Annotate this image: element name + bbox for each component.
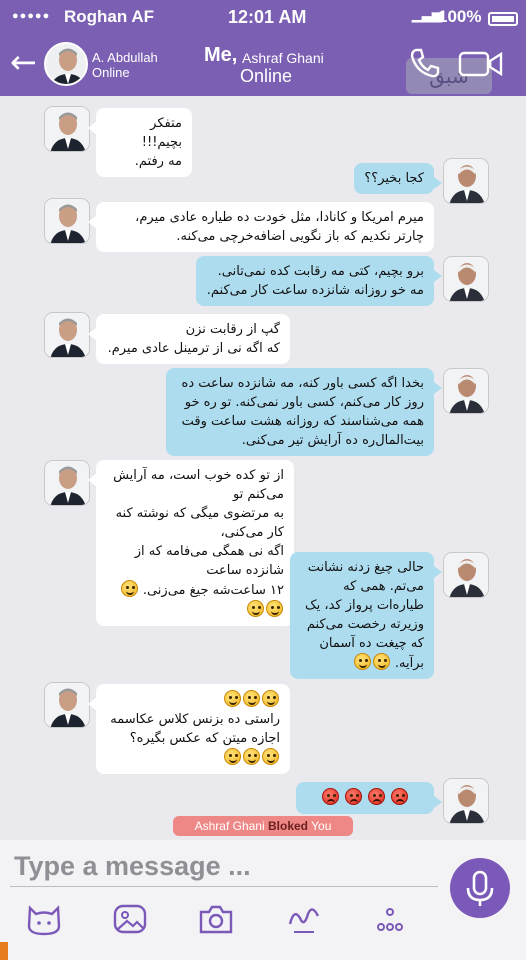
battery-icon (488, 12, 518, 26)
sticker-icon[interactable] (24, 900, 64, 938)
message-line: راستی ده بزنس کلاس عکاسمه (110, 712, 280, 727)
angry-emoji-icon (322, 788, 339, 805)
input-underline (10, 886, 438, 887)
my-avatar (443, 368, 489, 414)
emoji-icon (266, 600, 283, 617)
sender-avatar (44, 460, 90, 506)
sender-avatar (44, 312, 90, 358)
message-bubble (96, 460, 294, 626)
message-line: برآیه. (394, 656, 424, 671)
mic-button[interactable] (450, 858, 510, 918)
message-bubble (96, 108, 192, 177)
sender-avatar (44, 106, 90, 152)
contact-name: A. Abdullah (92, 50, 158, 65)
message-line: از تو کده خوب است، مه آرایش می‌کنم تو (113, 468, 284, 502)
emoji-icon (262, 690, 279, 707)
call-icon[interactable] (408, 46, 442, 80)
message-line: متفکر بچیم!!! (141, 116, 182, 150)
message-bubble (196, 256, 434, 306)
emoji-icon (243, 690, 260, 707)
message-line: که چیغت ده آسمان (319, 636, 424, 651)
video-call-icon[interactable] (458, 50, 504, 78)
signal-bars-icon: ▁▃▅ (412, 7, 442, 22)
message-line: میرم امریکا و کانادا، مثل خودت ده طیاره عادی میرم، (135, 210, 424, 225)
message-line: برو بچیم، کتی مه رقابت کده نمی‌تانی. (217, 264, 424, 279)
my-avatar (443, 552, 489, 598)
message-line: ۱۲ ساعت‌شه جیغ می‌زنی. (142, 583, 284, 598)
emoji-icon (354, 653, 371, 670)
blocked-notice (173, 816, 353, 836)
gallery-icon[interactable] (110, 900, 150, 938)
message-line: همه می‌شناسند که روزانه هشت ساعت وقت (181, 414, 424, 429)
contact-avatar[interactable] (44, 42, 88, 86)
emoji-icon (224, 690, 241, 707)
emoji-icon (243, 748, 260, 765)
chat-title-prefix: Me, (204, 44, 238, 66)
message-line: اجازه میتن که عکس بگیره؟ (129, 731, 280, 746)
more-icon[interactable] (370, 900, 410, 938)
message-line: بیت‌المال‌ره ده آرایش تیر می‌کنی. (241, 433, 424, 448)
emoji-icon (121, 580, 138, 597)
carrier-name: Roghan AF (64, 7, 155, 26)
back-arrow-icon[interactable]: ← (10, 43, 37, 81)
watermark-logo: شبق (406, 58, 492, 94)
my-avatar (443, 158, 489, 204)
mic-icon (450, 858, 510, 918)
angry-emoji-icon (368, 788, 385, 805)
message-line: می‌تم. همی که (343, 579, 424, 594)
emoji-icon (247, 600, 264, 617)
message-line: گپ از رقابت نزن (185, 322, 280, 337)
message-bubble (290, 552, 434, 679)
chat-title-name: Ashraf Ghani (242, 50, 324, 66)
emoji-icon (262, 748, 279, 765)
my-avatar (443, 778, 489, 824)
message-line: حالی چیغ زدنه نشانت (307, 560, 424, 575)
message-bubble (166, 368, 434, 456)
message-line: بخدا اگه کسی باور کنه، مه شانزده ساعت ده (181, 376, 424, 391)
message-bubble (96, 314, 290, 364)
my-avatar (443, 256, 489, 302)
message-line: به مرتضوی میگی که نوشته کنه کار می‌کنی، (115, 506, 284, 540)
message-bubble (96, 202, 434, 252)
chat-title-status: Online (240, 66, 293, 86)
blocked-name: Ashraf Ghani (194, 819, 265, 833)
page-corner-decoration (0, 942, 8, 960)
message-bubble (296, 782, 434, 814)
message-bubble (96, 684, 290, 774)
emoji-icon (373, 653, 390, 670)
angry-emoji-icon (391, 788, 408, 805)
doodle-icon[interactable] (284, 900, 324, 938)
chat-header (0, 0, 526, 96)
message-line: مه رفتم. (134, 154, 182, 169)
message-line: مه خو روزانه شانزده ساعت کار می‌کنم. (206, 283, 424, 298)
message-line: طیاره‌ات پرواز کد، یک (305, 598, 424, 613)
camera-icon[interactable] (196, 900, 236, 938)
message-line: کجا بخیر؟؟ (364, 171, 424, 186)
message-input[interactable] (14, 848, 436, 884)
battery-percent: 100% (438, 7, 482, 26)
message-line: که اگه نی از ترمینل عادی میرم. (107, 341, 280, 356)
blocked-object: You (311, 819, 332, 833)
message-line: روز کار می‌کنم، کسی باور نمی‌کنه. تو ره خو (184, 395, 424, 410)
message-line: وزیرته رخصت می‌کنم (306, 617, 424, 632)
blocked-action: Bloked (268, 819, 309, 833)
message-line: اگه نی همگی می‌فامه که از شانزده ساعت (134, 544, 284, 578)
sender-avatar (44, 198, 90, 244)
emoji-icon (224, 748, 241, 765)
status-bar (0, 4, 526, 32)
signal-dots-icon: ●●●●● (12, 10, 51, 22)
contact-status: Online (92, 65, 130, 80)
message-bubble (354, 163, 434, 194)
sender-avatar (44, 682, 90, 728)
message-line: چارتر نکدیم که باز نگویی اضافه‌خرچی می‌کنه. (176, 229, 424, 244)
message-list[interactable] (0, 96, 526, 840)
clock: 12:01 AM (228, 7, 307, 27)
angry-emoji-icon (345, 788, 362, 805)
